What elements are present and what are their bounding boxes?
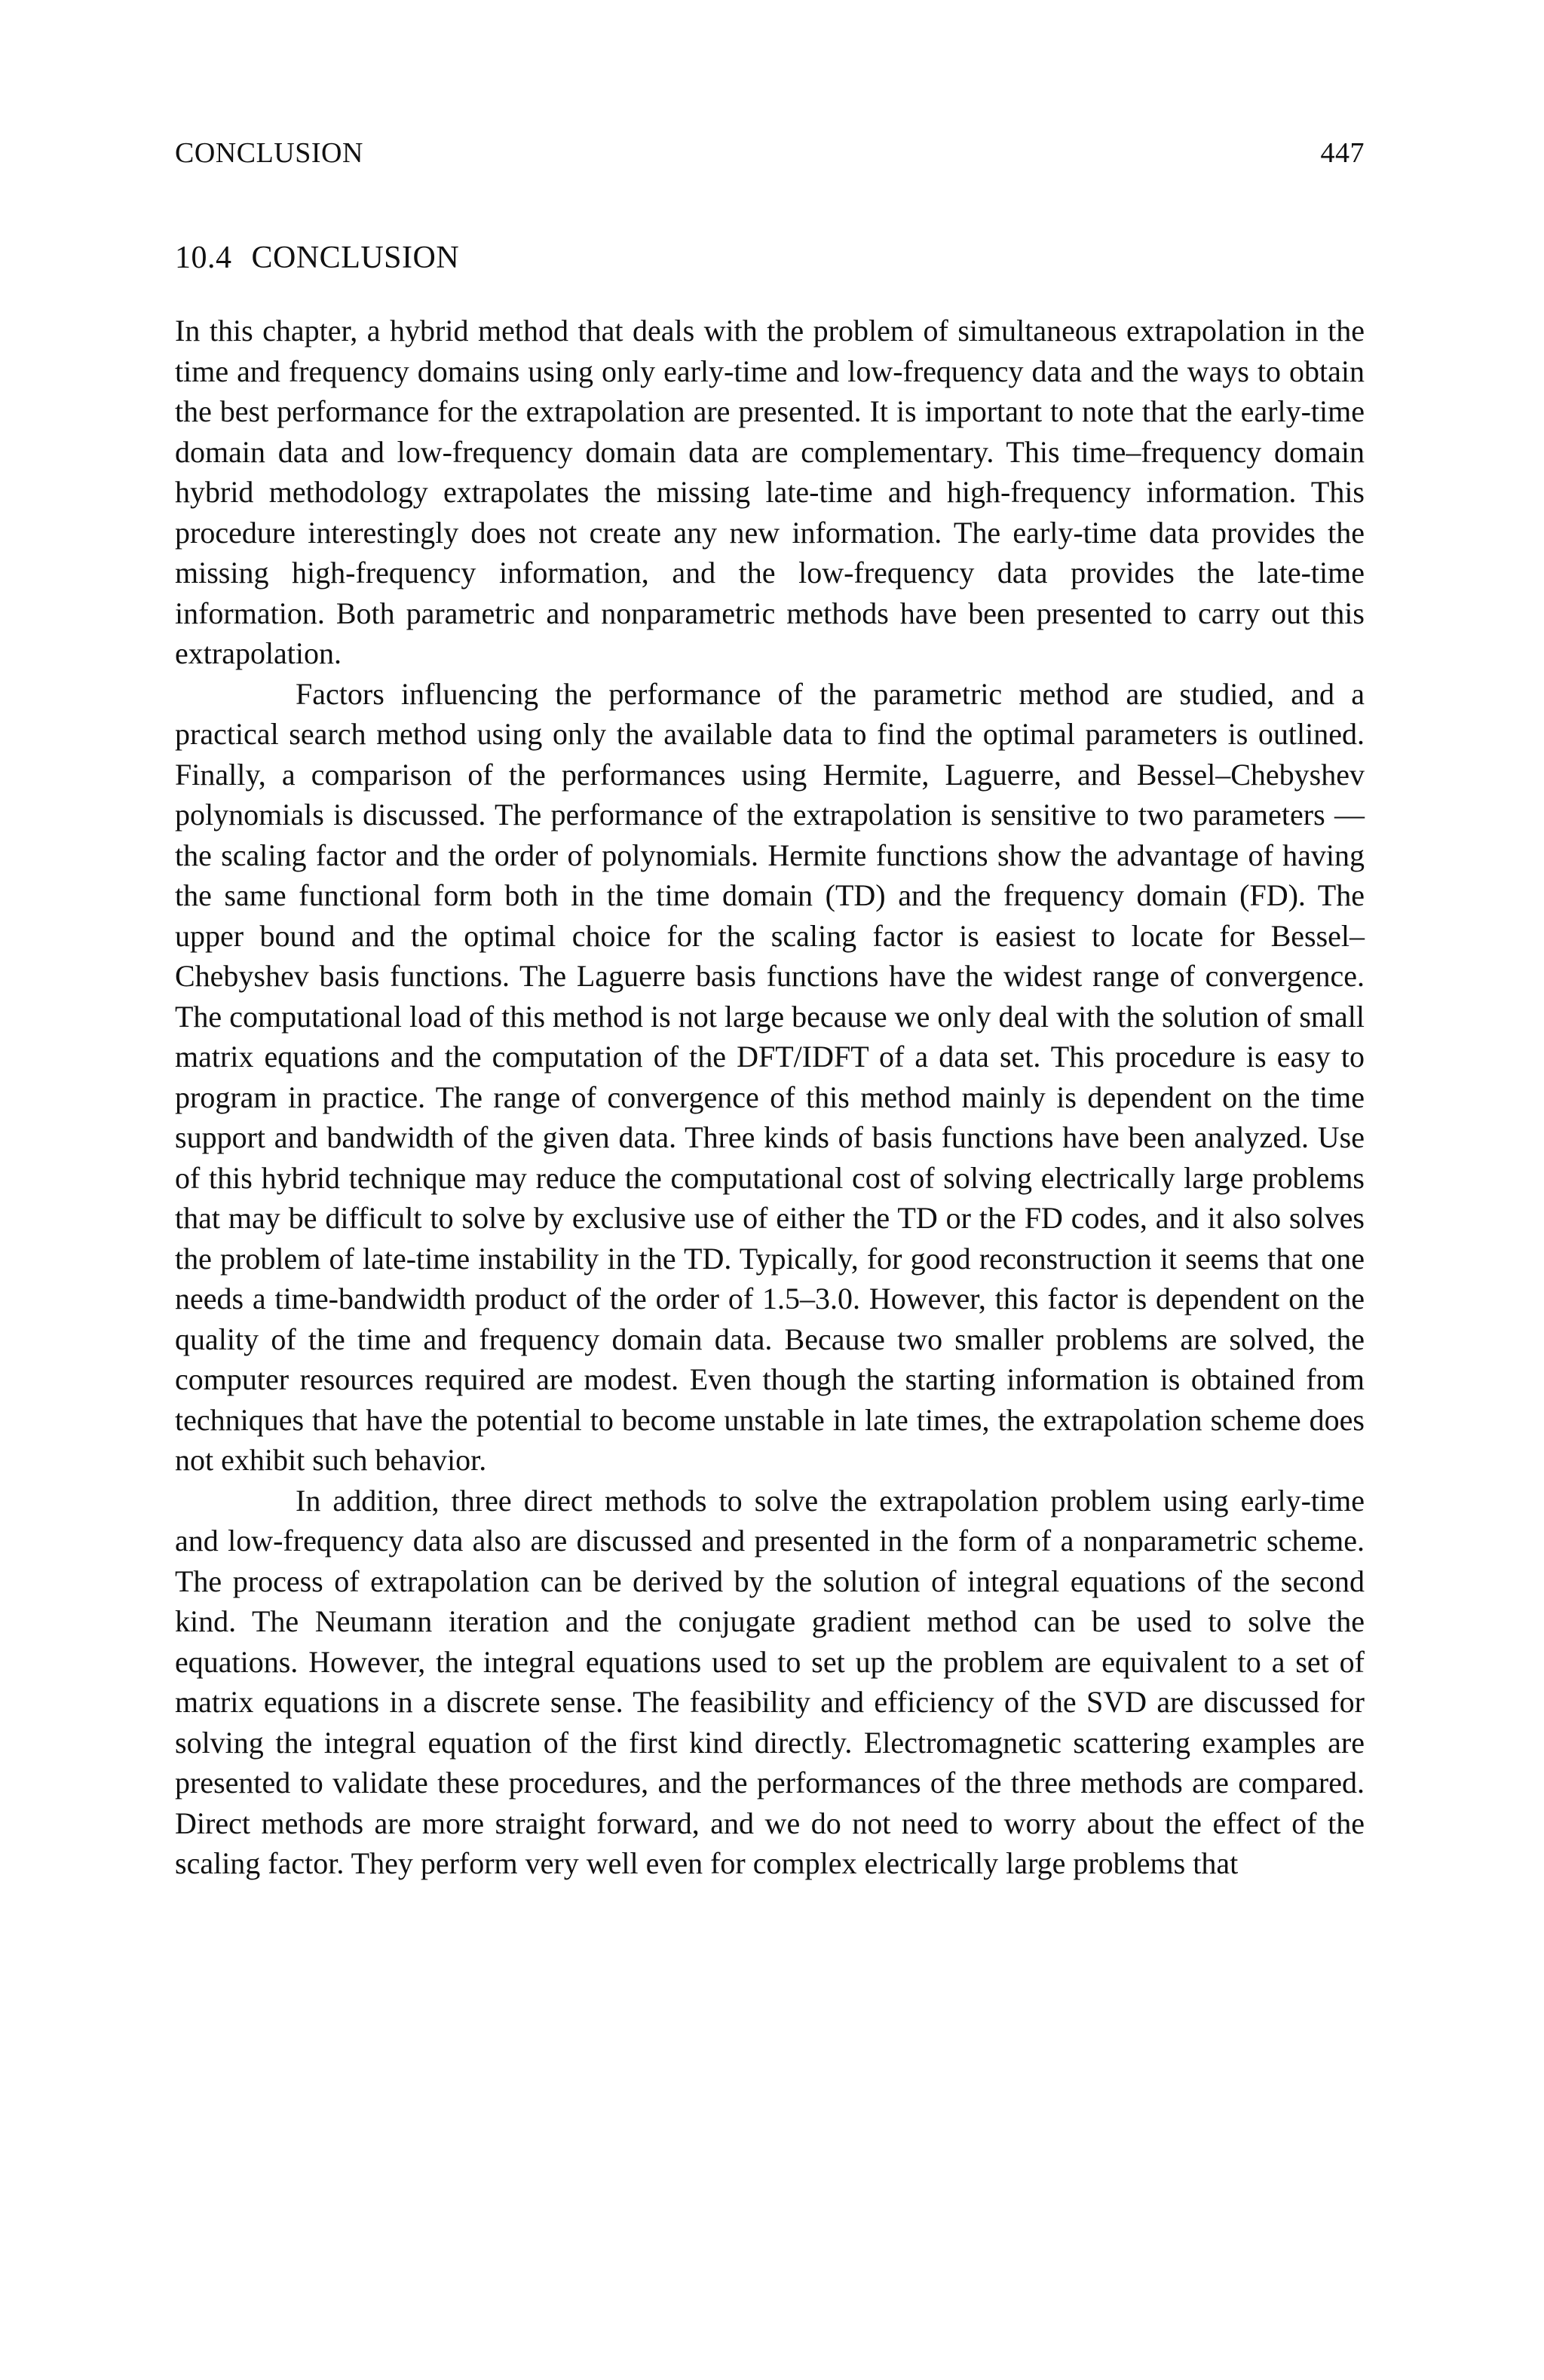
section-heading bbox=[175, 238, 1365, 277]
section-number: 10.4 bbox=[175, 240, 232, 275]
page-number: 447 bbox=[1320, 137, 1365, 169]
body-text bbox=[175, 311, 1365, 1884]
section-title: CONCLUSION bbox=[251, 240, 460, 275]
paragraph-direct-methods: In addition, three direct methods to solve the extrapolation problem using early-time and low-frequency data also are discussed and presented in the form of a nonparametric scheme. The process of extrapolation can be derived by the solution of integral equations of the second kind. The Neumann iteration and the conjugate gradient method can be used to solve the equations. However, the integral equations used to set up the problem are equivalent to a set of matrix equations in a discrete sense. The feasibility and efficiency of the SVD are discussed for solving the integral equation of the first kind directly. Electromagnetic scattering examples are presented to validate these procedures, and the performances of the three methods are compared. Direct methods are more straight forward, and we do not need to worry about the effect of the scaling factor. They perform very well even for complex electrically large problems that bbox=[175, 1483, 1365, 1880]
paragraph-parametric: Factors influencing the performance of the parametric method are studied, and a practical search method using only the available data to find the optimal parameters is outlined. Finally, a comparison of the performances using Hermite, Laguerre, and Bessel–Chebyshev polynomials is discussed. The performance of the extrapolation is sensitive to two parameters — the scaling factor and the order of polynomials. Hermite functions show the advantage of having the same functional form both in the time domain (TD) and the frequency domain (FD). The upper bound and the optimal choice for the scaling factor is easiest to locate for Bessel–Chebyshev basis functions. The Laguerre basis functions have the widest range of convergence. The computational load of this method is not large because we only deal with the solution of small matrix equations and the computation of the DFT/IDFT of a data set. This procedure is easy to program in practice. The range of convergence of this method mainly is dependent on the time support and bandwidth of the given data. Three kinds of basis functions have been analyzed. Use of this hybrid technique may reduce the computational cost of solving electrically large problems that may be difficult to solve by exclusive use of either the TD or the FD codes, and it also solves the problem of late-time instability in the TD. Typically, for good reconstruction it seems that one needs a time-bandwidth product of the order of 1.5–3.0. However, this factor is dependent on the quality of the time and frequency domain data. Because two smaller problems are solved, the computer resources required are modest. Even though the starting information is obtained from techniques that have the potential to become unstable in late times, the extrapolation scheme does not exhibit such behavior. bbox=[175, 676, 1365, 1477]
book-page bbox=[175, 136, 1365, 1884]
running-title: CONCLUSION bbox=[175, 137, 363, 169]
paragraph-intro: In this chapter, a hybrid method that deals with the problem of simultaneous extrapolation in the time and frequency domains using only early-time and low-frequency data and the ways to obtain the best performance for the extrapolation are presented. It is important to note that the early-time domain data and low-frequency domain data are complementary. This time–frequency domain hybrid methodology extrapolates the missing late-time and high-frequency information. This procedure interestingly does not create any new information. The early-time data provides the missing high-frequency information, and the low-frequency data provides the late-time information. Both parametric and nonparametric methods have been presented to carry out this extrapolation. bbox=[175, 314, 1365, 670]
running-header bbox=[175, 136, 1365, 170]
